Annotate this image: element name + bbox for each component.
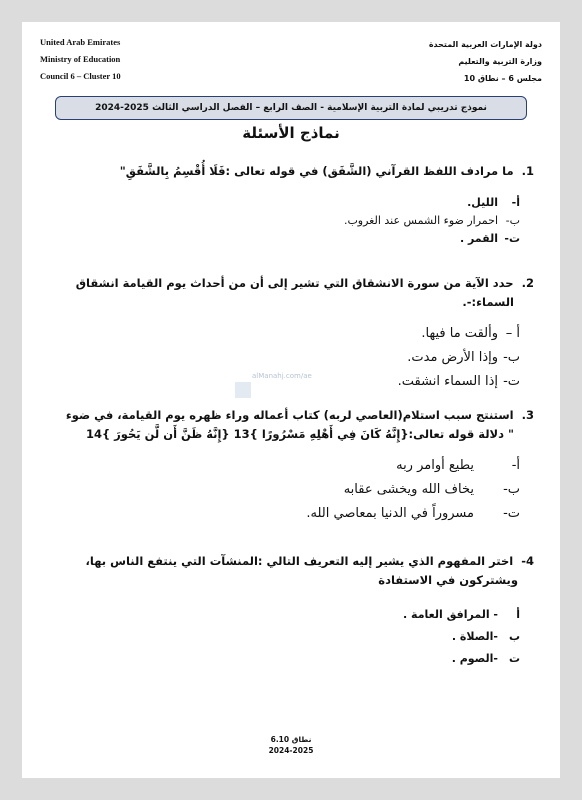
option-text: مسروراً في الدنيا بمعاصي الله. [306, 506, 474, 521]
question-number: 4- [521, 554, 534, 568]
header-arabic [429, 36, 542, 87]
option-letter: ت [508, 652, 520, 665]
question-1-options [50, 194, 520, 248]
question-line [34, 274, 534, 293]
watermark: alManahj.com/ae [252, 372, 312, 380]
option-text: - المرافق العامة . [403, 608, 498, 621]
document-page [22, 22, 560, 778]
option-text: وإذا الأرض مدت. [407, 350, 498, 365]
question-line: ويشتركون في الاستفادة [378, 573, 518, 587]
question-line: السماء:-. [462, 295, 514, 309]
option-letter: ب [508, 630, 520, 643]
option-c [50, 502, 520, 526]
option-b [50, 478, 520, 502]
question-line: " دلالة قوله تعالى:{إِنَّهُ كَانَ فِي أَهْلِهِ مَسْرُورًا }13 {إِنَّهُ ظَنَّ أَن لَّن يَحُورَ }14 [85, 427, 514, 441]
option-text: وألقت ما فيها. [421, 326, 498, 341]
option-letter: ب- [505, 214, 520, 227]
question-line [34, 552, 534, 571]
question-text: ما مرادف اللفظ القرآني (الشَّفَق) في قوله تعالى :فَلَا أُقْسِمُ بِالشَّفَقِ" [119, 164, 514, 178]
question-number: 3. [521, 408, 534, 422]
header-english [40, 34, 121, 85]
header-en-line: United Arab Emirates [40, 37, 121, 47]
header-ar-line: وزارة التربية والتعليم [458, 57, 542, 66]
option-letter: أ [516, 608, 520, 621]
question-4 [34, 552, 534, 590]
header-en-line: Council 6 – Cluster 10 [40, 71, 121, 81]
footer-line: نطاق 6.10 [270, 735, 312, 744]
option-a [50, 194, 520, 212]
option-letter: ت- [503, 506, 520, 521]
question-number: 1. [521, 164, 534, 178]
option-letter: أ- [511, 458, 520, 473]
footer-line: 2024-2025 [268, 746, 314, 755]
option-letter: أ – [505, 326, 520, 341]
option-a [50, 454, 520, 478]
option-text: إذا السماء انشقت. [397, 374, 498, 389]
question-3 [24, 406, 534, 444]
page-title: نماذج الأسئلة [242, 124, 340, 142]
question-2-options [50, 322, 520, 394]
exam-banner: نموذج تدريبي لمادة التربية الإسلامية - الصف الرابع – الفصل الدراسي الثالث 2025-2024 [55, 96, 527, 120]
question-3-options [50, 454, 520, 526]
option-letter: ب- [503, 482, 520, 497]
option-a [50, 604, 520, 626]
option-letter: أ- [511, 196, 520, 209]
option-text: -الصوم . [451, 652, 498, 665]
option-text: يخاف الله ويخشى عقابه [343, 482, 474, 497]
question-text: اختر المفهوم الذي يشير إليه التعريف التالي :المنشآت التي ينتفع الناس بها، [85, 554, 514, 568]
question-1 [34, 162, 534, 181]
question-line [24, 406, 534, 425]
option-letter: ب- [503, 350, 520, 365]
option-c [50, 648, 520, 670]
option-text: القمر . [459, 232, 498, 245]
header-ar-line: دولة الإمارات العربية المتحدة [428, 40, 542, 49]
option-b [50, 346, 520, 370]
option-text: يطيع أوامر ربه [396, 458, 474, 473]
option-text: احمرار ضوء الشمس عند الغروب. [343, 214, 498, 227]
option-letter: ت- [503, 374, 520, 389]
option-b [50, 212, 520, 230]
option-letter: ت- [504, 232, 520, 245]
option-text: -الصلاة . [451, 630, 498, 643]
header-en-line: Ministry of Education [40, 54, 121, 64]
option-text: الليل. [467, 196, 498, 209]
question-text: حدد الآية من سورة الانشقاق التي تشير إلى أن من أحداث يوم القيامة انشقاق [75, 276, 514, 290]
question-text: استنتج سبب استلام(العاصي لربه) كتاب أعماله وراء ظهره يوم القيامة، في ضوء [65, 408, 514, 422]
option-a [50, 322, 520, 346]
question-2 [34, 274, 534, 312]
header-ar-line: مجلس 6 – نطاق 10 [463, 74, 542, 83]
question-4-options [50, 604, 520, 670]
option-b [50, 626, 520, 648]
watermark-logo-icon [235, 382, 251, 398]
option-c [50, 230, 520, 248]
page-footer [22, 734, 560, 756]
question-number: 2. [521, 276, 534, 290]
